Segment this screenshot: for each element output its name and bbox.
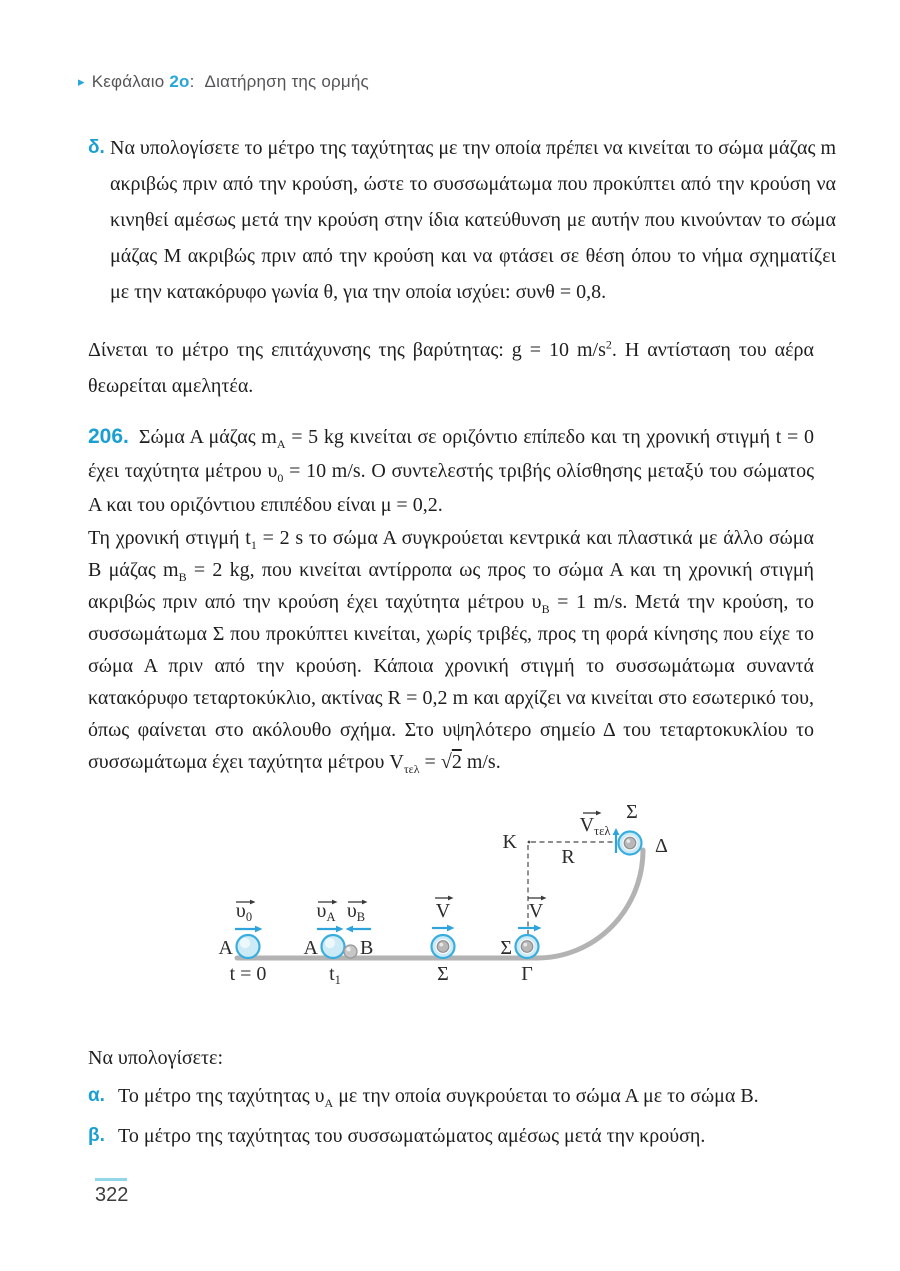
velocity-arrowhead-V [534,925,542,932]
center-point-K-dot [528,841,531,844]
combined-body-sigma-label: Σ [500,937,512,959]
physics-diagram [195,795,735,1000]
stage-sigma-group [432,896,455,985]
body-A-ball-highlight [240,938,250,948]
center-K-label: K [502,831,517,853]
chapter-title: Διατήρηση της ορμής [204,72,369,91]
chapter-colon: : [189,72,195,91]
stage-t1-group [304,900,374,987]
chapter-prefix: Κεφάλαιο [91,72,165,91]
combined-body-core [521,941,533,953]
body-A-label: A [218,937,233,959]
stage-gamma-group [500,896,546,985]
vA-letter: υ [316,900,327,922]
vector-arrowhead-icon [250,900,256,905]
vA-subscript: A [326,910,336,924]
combined-body-core-highlight [626,839,630,843]
chapter-header [78,72,369,92]
combined-body-sigma-label: Σ [626,801,638,823]
item-b-marker: β. [88,1125,105,1146]
question-item-d [88,130,836,310]
body-B-ball [344,945,357,958]
item-a-marker: α. [88,1085,105,1106]
body-A-label: A [303,937,318,959]
page-footer [95,1178,128,1207]
radius-R-label: R [561,846,575,868]
velocity-arrowhead-Vtel [613,828,620,835]
velocity-V-label: V [528,900,544,922]
velocity-arrowhead-V [447,925,455,932]
chapter-number: 2ο [169,72,190,91]
body-B-ball-highlight [346,947,350,951]
problem-number: 206. [88,425,129,448]
problem-intro-text: Σώμα Α μάζας $m_A = 5$ kg κινείται σε οριζόντιο επίπεδο και τη χρονική στιγμή t = 0 έχει ταχύτητα μέτρου $\upsilon_0 = 10$ m/s. Ο συντελεστής τριβής ολίσθησης μεταξύ του σώματος Α και του οριζόντιου επιπέδου είναι μ = 0,2. [88,426,814,516]
point-delta-label: Δ [655,835,668,857]
Vtel-letter: V [579,814,595,836]
combined-body-core [437,941,449,953]
vector-arrowhead-icon [596,811,602,816]
body-B-label: B [360,937,374,959]
problem-206-intro [88,420,814,522]
velocity-Vtel-label [580,814,611,838]
problem-body-text: Τη χρονική στιγμή $t_1 = 2$ s το σώμα Α συγκρούεται κεντρικά και πλαστικά με άλλο σώμα Β μάζας $m_B = 2$ kg, που κινείται αντίρροπα ως προς το σώμα Α και τη χρονική στιγμή ακριβώς πριν από την κρούση έχει ταχύτητα μέτρου $\upsilon_B = 1$ m/s. Μετά την κρούση, το συσσωμάτωμα Σ που προκύπτει κινείται, χωρίς τριβές, προς τη φορά κίνησης που είχε το σώμα Α πριν από την κρούση. Κάποια χρονική στιγμή το συσσωμάτωμα συναντά κατακόρυφο τεταρτοκύκλιο, ακτίνας R = 0,2 m και αρχίζει να κινείται στο εσωτερικό του, όπως φαίνεται στο ακόλουθο σχήμα. Στο υψηλότερο σημείο Δ του τεταρτοκυκλίου το συσσωμάτωμα έχει ταχύτητα μέτρου $V_{\tau\varepsilon\lambda} = √2$ m/s. [88,527,815,776]
velocity-arrowhead-vA [336,926,344,933]
velocity-arrowhead-vB [346,926,354,933]
item-d-text: Να υπολογίσετε το μέτρο της ταχύτητας με την οποία πρέπει να κινείται το σώμα μάζας m ακριβώς πριν από την κρούση, ώστε το συσσωμάτωμα που προκύπτει από την κρούση να κινηθεί αμέσως μετά την κρούση στην ίδια κατεύθυνση με αυτήν που κινούνταν το σώμα μάζας Μ ακριβώς πριν από την κρούση και να φτάσει σε θέση όπου το νήμα σχηματίζει με την κατακόρυφο γωνία θ, για την οποία ισχύει: συνθ = 0,8. [110,137,836,303]
body-A-ball-highlight [325,938,335,948]
v0-subscript: 0 [245,910,253,924]
item-a-text: Το μέτρο της ταχύτητας $\upsilon_A$ με την οποία συγκρούεται το σώμα Α με το σώμα Β. [118,1085,759,1110]
combined-body-sigma-label: Σ [437,963,449,985]
given-data-paragraph [88,332,814,404]
given-data-text: Δίνεται το μέτρο της επιτάχυνσης της βαρύτητας: g = 10 $m/s^2$. Η αντίσταση του αέρα θεωρείται αμελητέα. [88,337,814,397]
time-t1-label [329,963,341,987]
item-b-text: Το μέτρο της ταχύτητας του συσσωματώματος αμέσως μετά την κρούση. [118,1125,706,1147]
combined-body-core-highlight [439,943,443,947]
velocity-arrowhead-v0 [255,926,263,933]
ask-lead-text: Να υπολογίσετε: [88,1047,224,1069]
vB-subscript: B [356,910,366,924]
vector-arrowhead-icon [332,900,338,905]
vector-arrowhead-icon [362,900,368,905]
vB-letter: υ [346,900,357,922]
t1-subscript: 1 [334,973,341,987]
page-number: 322 [95,1184,129,1206]
question-item-a [88,1078,844,1114]
Vtel-subscript: τελ [594,824,611,838]
time-t0-label: t = 0 [229,963,267,985]
velocity-v0-label [236,900,252,924]
combined-body-core-highlight [523,943,527,947]
problem-206-body [88,522,814,778]
velocity-V-label: V [435,900,451,922]
chapter-bullet-icon: ▸ [78,74,85,89]
item-d-marker: δ. [88,137,105,158]
combined-body-core [624,837,636,849]
ask-lead [88,1040,814,1076]
t1-letter: t [329,963,335,985]
stage-t0-group [219,900,267,985]
footer-rule [95,1178,127,1181]
v0-letter: υ [235,900,246,922]
point-gamma-label: Γ [521,963,533,985]
diagram-svg [195,795,735,1000]
question-item-b [88,1118,844,1154]
